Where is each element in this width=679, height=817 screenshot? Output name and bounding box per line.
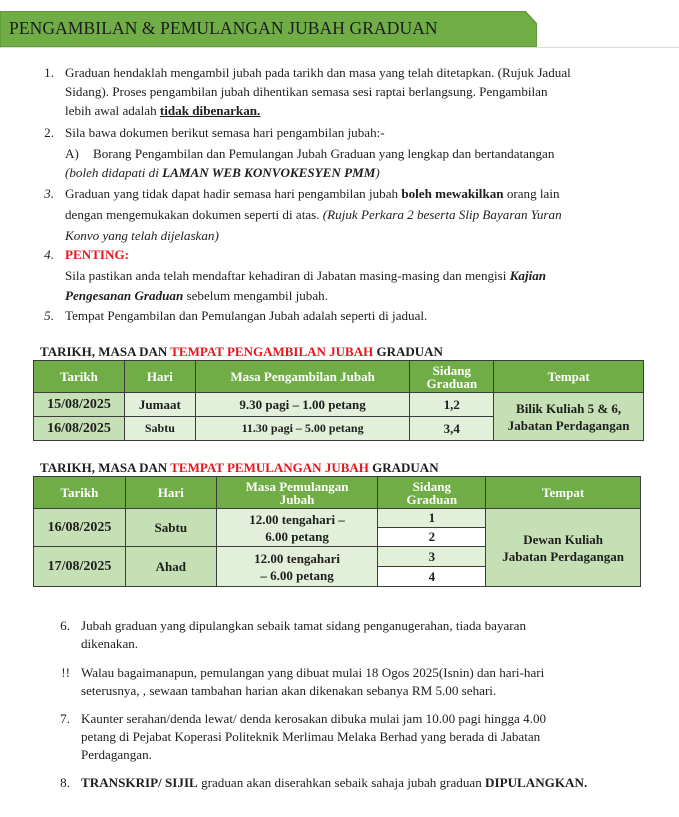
cell-sidang: 3 xyxy=(378,547,486,567)
item-text-part: graduan akan diserahkan sebaik sahaja jubah graduan xyxy=(197,775,486,790)
item-number: 8. xyxy=(60,775,70,790)
item-text xyxy=(65,184,560,204)
cell-sidang: 1,2 xyxy=(410,393,494,417)
item-text: petang di Pejabat Koperasi Politeknik Merlimau Melaka Berhad yang berada di Jabatan xyxy=(81,729,541,744)
caption-part: TARIKH, MASA DAN xyxy=(40,460,171,475)
cell-hari: Sabtu xyxy=(124,417,195,441)
item-number: 4. xyxy=(44,247,54,262)
sub-item-text: Borang Pengambilan dan Pemulangan Jubah Graduan yang lengkap dan bertandatangan xyxy=(93,146,555,161)
header-masa: Masa Pengambilan Jubah xyxy=(195,361,410,393)
table-caption xyxy=(40,460,439,476)
header-masa xyxy=(216,477,378,509)
table-caption xyxy=(40,344,443,360)
item-text-part: Graduan yang tidak dapat hadir semasa hari pengambilan jubah xyxy=(65,186,402,201)
item-text: Jubah graduan yang dipulangkan sebaik tamat sidang penganugerahan, tiada bayaran xyxy=(81,618,527,633)
tempat-line2: Jabatan Perdagangan xyxy=(502,548,624,564)
item-text-part: orang lain xyxy=(503,186,560,201)
caption-part: TARIKH, MASA DAN xyxy=(40,344,171,359)
item-text xyxy=(81,773,587,793)
cell-masa xyxy=(216,509,378,547)
header-sidang-line1: Sidang xyxy=(412,478,451,494)
item-note xyxy=(65,163,380,183)
item-text-part: Sila pastikan anda telah mendaftar kehadiran di Jabatan masing-masing dan mengisi xyxy=(65,268,510,283)
item-note: Konvo yang telah dijelaskan) xyxy=(65,228,219,243)
item-text-part: lebih awal adalah xyxy=(65,103,160,118)
cell-sidang: 4 xyxy=(378,567,486,587)
cell-sidang: 3,4 xyxy=(410,417,494,441)
item-text xyxy=(65,205,562,225)
caption-highlight: TEMPAT PENGAMBILAN JUBAH xyxy=(170,344,374,359)
masa-line1: 12.00 tengahari xyxy=(254,550,341,566)
header-hari: Hari xyxy=(124,361,195,393)
table-header-row xyxy=(34,477,641,509)
note-part: ) xyxy=(375,165,380,180)
tempat-line1: Bilik Kuliah 5 & 6, xyxy=(516,400,622,416)
item-text: seterusnya, , sewaan tambahan harian akan dikenakan sebanya RM 5.00 sehari. xyxy=(81,683,497,698)
header-tempat: Tempat xyxy=(494,361,644,393)
item-text: dikenakan. xyxy=(81,636,139,651)
header-sidang xyxy=(410,361,494,393)
emphasis-text: tidak dibenarkan. xyxy=(159,103,261,118)
cell-tempat xyxy=(486,509,641,587)
cell-masa: 11.30 pagi – 5.00 petang xyxy=(195,417,410,441)
tempat-line1: Dewan Kuliah xyxy=(523,531,604,547)
emphasis-text: DIPULANGKAN. xyxy=(485,775,588,790)
header-sidang-line2: Graduan xyxy=(426,375,478,391)
cell-masa: 9.30 pagi – 1.00 petang xyxy=(195,393,410,417)
item-text: Walau bagaimanapun, pemulangan yang dibuat mulai 18 Ogos 2025(Isnin) dan hari-hari xyxy=(81,665,545,680)
item-text: Tempat Pengambilan dan Pemulangan Jubah adalah seperti di jadual. xyxy=(65,308,428,323)
page-title: PENGAMBILAN & PEMULANGAN JUBAH GRADUAN xyxy=(9,18,438,38)
important-label: PENTING: xyxy=(65,247,130,262)
header-tarikh: Tarikh xyxy=(34,477,126,509)
caption-part: GRADUAN xyxy=(368,460,439,475)
cell-tarikh: 15/08/2025 xyxy=(34,393,125,417)
cell-sidang: 1 xyxy=(378,509,486,528)
cell-tarikh: 17/08/2025 xyxy=(34,547,126,587)
emphasis-text: Kajian xyxy=(509,268,547,283)
emphasis-text: boleh mewakilkan xyxy=(401,186,504,201)
cell-tempat xyxy=(494,393,644,441)
section-banner xyxy=(0,11,537,47)
header-sidang-line1: Sidang xyxy=(432,362,471,378)
item-text xyxy=(65,101,260,121)
cell-hari: Ahad xyxy=(125,547,216,587)
item-text xyxy=(65,286,328,306)
table-header-row xyxy=(34,361,644,393)
return-schedule-table xyxy=(33,476,641,587)
divider xyxy=(0,47,679,48)
item-text: Sidang). Proses pengambilan jubah dihentikan semasa sesi raptai berlangsung. Pengambilan xyxy=(65,84,548,99)
item-text-part: sebelum mengambil jubah. xyxy=(183,288,328,303)
emphasis-text: Pengesanan Graduan xyxy=(65,288,184,303)
cell-masa xyxy=(216,547,378,587)
sub-item-label: A) xyxy=(65,146,79,161)
item-text: Graduan hendaklah mengambil jubah pada tarikh dan masa yang telah ditetapkan. (Rujuk Jadual xyxy=(65,65,571,80)
header-hari: Hari xyxy=(125,477,216,509)
item-text-part: dengan mengemukakan dokumen seperti di atas. xyxy=(65,207,323,222)
masa-line2: 6.00 petang xyxy=(265,528,329,544)
cell-tarikh: 16/08/2025 xyxy=(34,417,125,441)
note-part: (boleh didapati di xyxy=(65,165,163,180)
item-text: Sila bawa dokumen berikut semasa hari pengambilan jubah:- xyxy=(65,125,385,140)
item-number: !! xyxy=(61,665,70,680)
cell-tarikh: 16/08/2025 xyxy=(34,509,126,547)
header-tarikh: Tarikh xyxy=(34,361,125,393)
tempat-line2: Jabatan Perdagangan xyxy=(507,417,630,433)
masa-line1: 12.00 tengahari – xyxy=(249,511,345,527)
item-number: 5. xyxy=(44,308,54,323)
item-number: 6. xyxy=(60,618,70,633)
caption-part: GRADUAN xyxy=(373,344,443,359)
cell-hari: Sabtu xyxy=(125,509,216,547)
item-text: Perdagangan. xyxy=(81,747,152,762)
emphasis-text: TRANSKRIP/ SIJIL xyxy=(81,775,198,790)
table-row xyxy=(34,393,644,417)
item-number: 3. xyxy=(44,186,54,201)
item-number: 7. xyxy=(60,711,70,726)
header-masa-line1: Masa Pemulangan xyxy=(245,478,349,494)
item-number: 1. xyxy=(44,65,54,80)
cell-hari: Jumaat xyxy=(124,393,195,417)
pickup-schedule-table xyxy=(33,360,644,441)
caption-highlight: TEMPAT PEMULANGAN JUBAH xyxy=(170,460,369,475)
cell-sidang: 2 xyxy=(378,528,486,547)
item-number: 2. xyxy=(44,125,54,140)
item-text: Kaunter serahan/denda lewat/ denda kerosakan dibuka mulai jam 10.00 pagi hingga 4.00 xyxy=(81,711,547,726)
masa-line2: – 6.00 petang xyxy=(260,567,334,583)
item-note: (Rujuk Perkara 2 beserta Slip Bayaran Yuran xyxy=(322,207,562,222)
header-masa-line2: Jubah xyxy=(279,491,315,507)
note-emphasis: LAMAN WEB KONVOKESYEN PMM xyxy=(162,165,376,180)
item-text xyxy=(65,266,546,286)
header-tempat: Tempat xyxy=(486,477,641,509)
header-sidang xyxy=(378,477,486,509)
table-row xyxy=(34,509,641,528)
header-sidang-line2: Graduan xyxy=(406,491,458,507)
